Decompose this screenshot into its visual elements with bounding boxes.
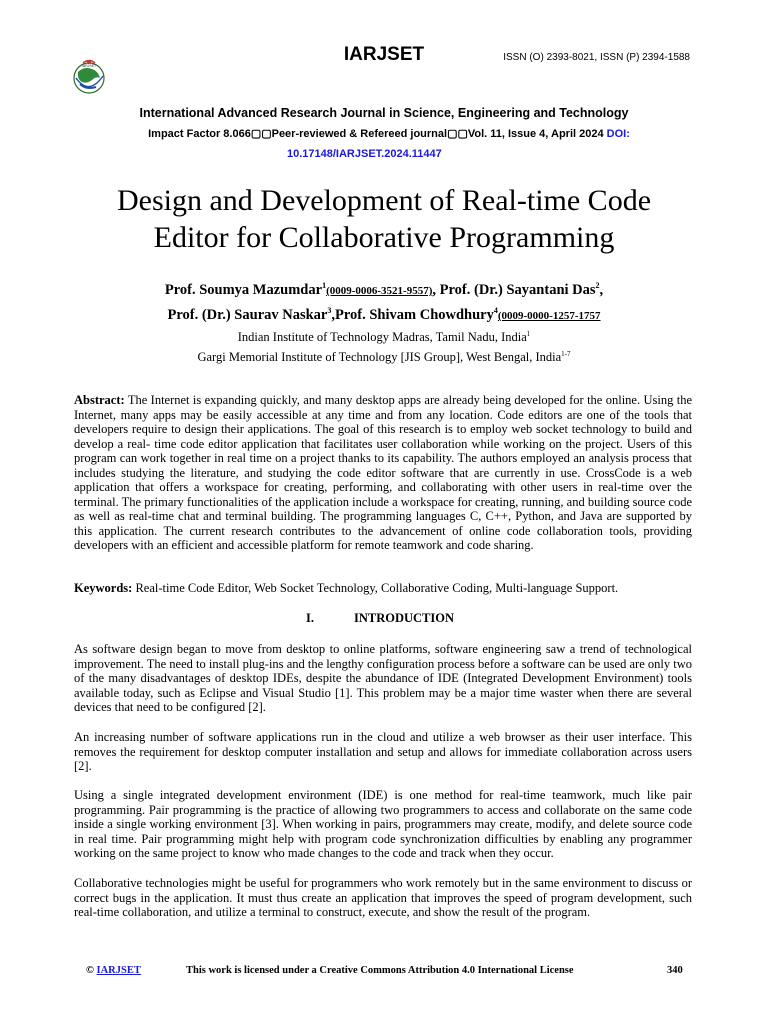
page-number: 340	[667, 965, 683, 976]
author-2-tail: ,	[599, 281, 604, 298]
author-line-2	[60, 306, 708, 324]
author-4-name: ,Prof. Shivam Chowdhury	[331, 306, 494, 323]
abstract-label: Abstract:	[74, 393, 125, 407]
intro-paragraph-3: Using a single integrated development environment (IDE) is one method for real-time teamwork, much like pair programming. Pair programming is the practice of allowing two programmers to access and collaborate on the same code inside a single working environment [3]. When working in pairs, programmers may create, modify, and delete source code in real time. Pair programming might help with program code synchronization difficulties by enabling any programmer working on the same project to know who made changes to the code and track when they occur.	[74, 788, 692, 860]
author-4-superscript: 4	[493, 306, 498, 315]
keywords-label: Keywords:	[74, 581, 133, 595]
footer-iarjset-link[interactable]: IARJSET	[96, 965, 141, 976]
section-number: I.	[306, 611, 314, 625]
impact-factor-line	[0, 127, 768, 140]
copyright-symbol: ©	[86, 965, 97, 976]
affiliation-2-text: Gargi Memorial Institute of Technology [JIS Group], West Bengal, India	[197, 350, 562, 365]
section-name: INTRODUCTION	[354, 611, 455, 625]
author-3-superscript: 3	[327, 306, 332, 315]
abstract-paragraph	[74, 393, 692, 553]
footer-license-text[interactable]: This work is licensed under a Creative Commons Attribution 4.0 International License	[186, 965, 574, 976]
paper-title-line-1: Design and Development of Real-time Code	[116, 184, 652, 217]
keywords-text: Real-time Code Editor, Web Socket Technology, Collaborative Coding, Multi-language Support.	[132, 581, 619, 595]
intro-paragraph-1: As software design began to move from desktop to online platforms, software engineering saw a trend of technological improvement. The need to install plug-ins and the lengthy configuration process before a software can be used are only two of the many disadvantages of desktop IDEs, despite the abundance of IDE (Integrated Development Environment) tools available today, such as Eclipse and Visual Studio [1]. This problem may be a major time waster when there are several devices that need to be configured [2].	[74, 642, 692, 714]
paper-title	[60, 182, 708, 256]
impact-factor-text: Impact Factor 8.066▢▢Peer-reviewed & Refereed journal▢▢Vol. 11, Issue 4, April 2024	[148, 128, 604, 140]
abstract-text: The Internet is expanding quickly, and many desktop apps are already being developed for the online. Using the Internet, many apps may be easily accessible at any time and from any location. Code editors are one of the tools that developers require to design their applications. The goal of this research is to employ web socket technology to build and develop a real- time code editor application that facilitates user collaboration while working on the project. Users of this program can work together in real time on a project thanks to its capability. The authors employed an analysis process that includes studying the literature, and studying the code editor software that are currently in use. CrossCode is a web application that offers a workspace for creating, performing, and collaborating with other users in real-time over the terminal. The primary functionalities of the application include a workspace for creating, running, and building source code as well as real-time chat and terminal building. The programming languages C, C++, Python, and Java are supported by this application. The current research contributes to the advancement of online code collaboration tools, providing developers with an efficient and accessible platform for remote teamwork and code sharing.	[74, 393, 692, 552]
journal-full-name: International Advanced Research Journal in Science, Engineering and Technology	[139, 106, 629, 120]
affiliation-2-superscript: 1-7	[561, 350, 571, 358]
intro-paragraph-4: Collaborative technologies might be useful for programmers who work remotely but in the same environment to discuss or correct bugs in the application. It must thus create an application that improves the speed of program development, such real-time collaboration, and utilize a terminal to construct, execute, and show the result of the program.	[74, 876, 692, 919]
footer-copyright	[86, 965, 141, 976]
keywords-paragraph	[74, 581, 692, 596]
doi-link[interactable]: 10.17148/IARJSET.2024.11447	[287, 148, 442, 160]
intro-paragraph-2: An increasing number of software applications run in the cloud and utilize a web browser as their user interface. This removes the requirement for desktop computer installation and setup and allows for immediate collaboration across users [2].	[74, 730, 692, 773]
affiliation-2	[0, 350, 768, 365]
svg-text:IARJSET: IARJSET	[81, 64, 97, 68]
author-1-name: Prof. Soumya Mazumdar	[164, 281, 323, 298]
author-line-1	[60, 281, 708, 299]
journal-abbreviation: IARJSET	[343, 44, 425, 65]
doi-label[interactable]: DOI:	[606, 128, 630, 140]
affiliation-1-text: Indian Institute of Technology Madras, Tamil Nadu, India	[237, 330, 527, 345]
author-2-name: , Prof. (Dr.) Sayantani Das	[432, 281, 596, 298]
author-4-orcid-link[interactable]: (0009-0000-1257-1757	[497, 309, 601, 322]
author-1-orcid-link[interactable]: (0009-0006-3521-9557)	[326, 284, 433, 297]
author-1-superscript: 1	[322, 281, 327, 290]
author-3-name: Prof. (Dr.) Saurav Naskar	[167, 306, 328, 323]
affiliation-1-superscript: 1	[526, 330, 531, 338]
affiliation-1	[0, 330, 768, 345]
issn-numbers: ISSN (O) 2393-8021, ISSN (P) 2394-1588	[503, 52, 690, 63]
author-2-superscript: 2	[595, 281, 600, 290]
paper-title-line-2: Editor for Collaborative Programming	[153, 221, 615, 254]
